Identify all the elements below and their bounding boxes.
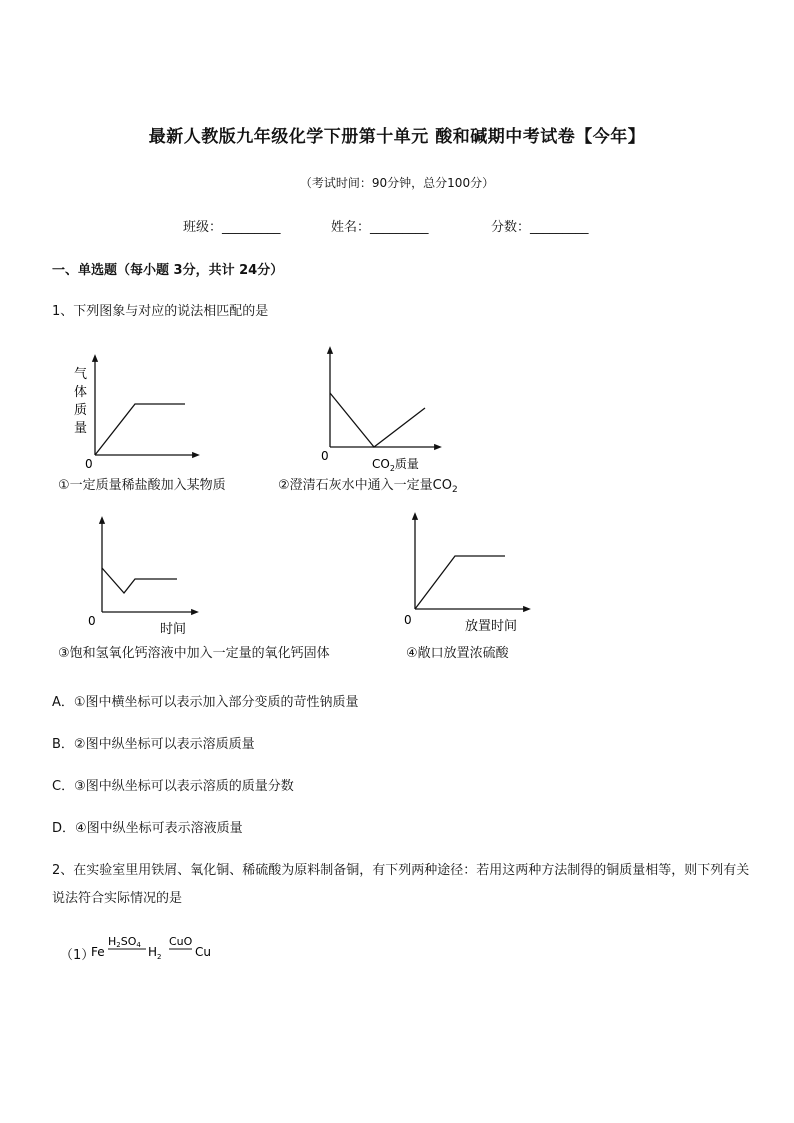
route-1-label: （1）: [60, 948, 95, 963]
exam-info: （考试时间：90分钟，总分100分）: [299, 176, 495, 190]
graph-1-ylabel-3: 质: [74, 403, 88, 418]
graph-4-caption: ④敞口放置浓硫酸: [406, 646, 509, 661]
graph-2: [310, 345, 450, 475]
route-1-equation: [88, 930, 228, 964]
graph-1: [60, 350, 210, 475]
graph-2-curve: [330, 393, 425, 447]
graph-2-caption: ②澄清石灰水中通入一定量$CO_2$: [278, 478, 458, 495]
graph-1-ylabel-2: 体: [74, 385, 88, 400]
graph-1-curve: [95, 404, 185, 455]
score-field: [491, 216, 589, 235]
option-d[interactable]: D．④图中纵坐标可表示溶液质量: [52, 821, 243, 836]
graph-3-caption: ③饱和氢氧化钙溶液中加入一定量的氧化钙固体: [58, 646, 330, 661]
graph-4-curve: [415, 556, 505, 609]
graph-2-origin: 0: [321, 449, 329, 463]
graph-3: [80, 516, 200, 638]
route-1-cu: Cu: [195, 945, 211, 959]
question-1-stem: 1、下列图象与对应的说法相匹配的是: [52, 304, 269, 319]
graph-4-xlabel: 放置时间: [465, 619, 518, 634]
class-label: 班级：: [183, 220, 223, 235]
score-label: 分数：: [491, 220, 531, 235]
graph-1-origin: 0: [85, 457, 93, 471]
route-1-h2: $H_2$: [148, 945, 162, 961]
graph-3-xlabel: 时间: [160, 622, 187, 637]
option-c[interactable]: C．③图中纵坐标可以表示溶质的质量分数: [52, 779, 294, 794]
score-blank[interactable]: _________: [530, 220, 589, 235]
route-1-fe: Fe: [91, 945, 105, 959]
option-b[interactable]: B．②图中纵坐标可以表示溶质质量: [52, 737, 255, 752]
graph-3-origin: 0: [88, 614, 96, 628]
graph-1-ylabel-1: 气: [74, 367, 88, 382]
name-field: [331, 216, 429, 235]
class-blank[interactable]: _________: [222, 220, 281, 235]
option-a[interactable]: A．①图中横坐标可以表示加入部分变质的苛性钠质量: [52, 695, 359, 710]
graph-4-origin: 0: [404, 613, 412, 627]
route-1-reagent-1: H2SO4: [108, 935, 141, 949]
graph-4: [395, 512, 535, 636]
graph-2-xlabel: $CO_2$质量: [372, 457, 419, 473]
question-2-stem: 2、在实验室里用铁屑、氧化铜、稀硫酸为原料制备铜，有下列两种途径：若用这两种方法制得的铜质量相等，则下列有关说法符合实际情况的是: [52, 863, 750, 906]
graph-1-caption: ①一定质量稀盐酸加入某物质: [58, 478, 226, 493]
graph-3-curve: [102, 568, 177, 593]
graph-1-ylabel-4: 量: [74, 421, 88, 436]
section-title: 一、单选题（每小题 3分，共计 24分）: [52, 263, 284, 278]
route-1-reagent-2: CuO: [169, 935, 193, 948]
class-field: [183, 216, 281, 235]
name-label: 姓名：: [331, 220, 371, 235]
name-blank[interactable]: _________: [370, 220, 429, 235]
page-title: 最新人教版九年级化学下册第十单元 酸和碱期中考试卷【今年】: [148, 127, 646, 147]
